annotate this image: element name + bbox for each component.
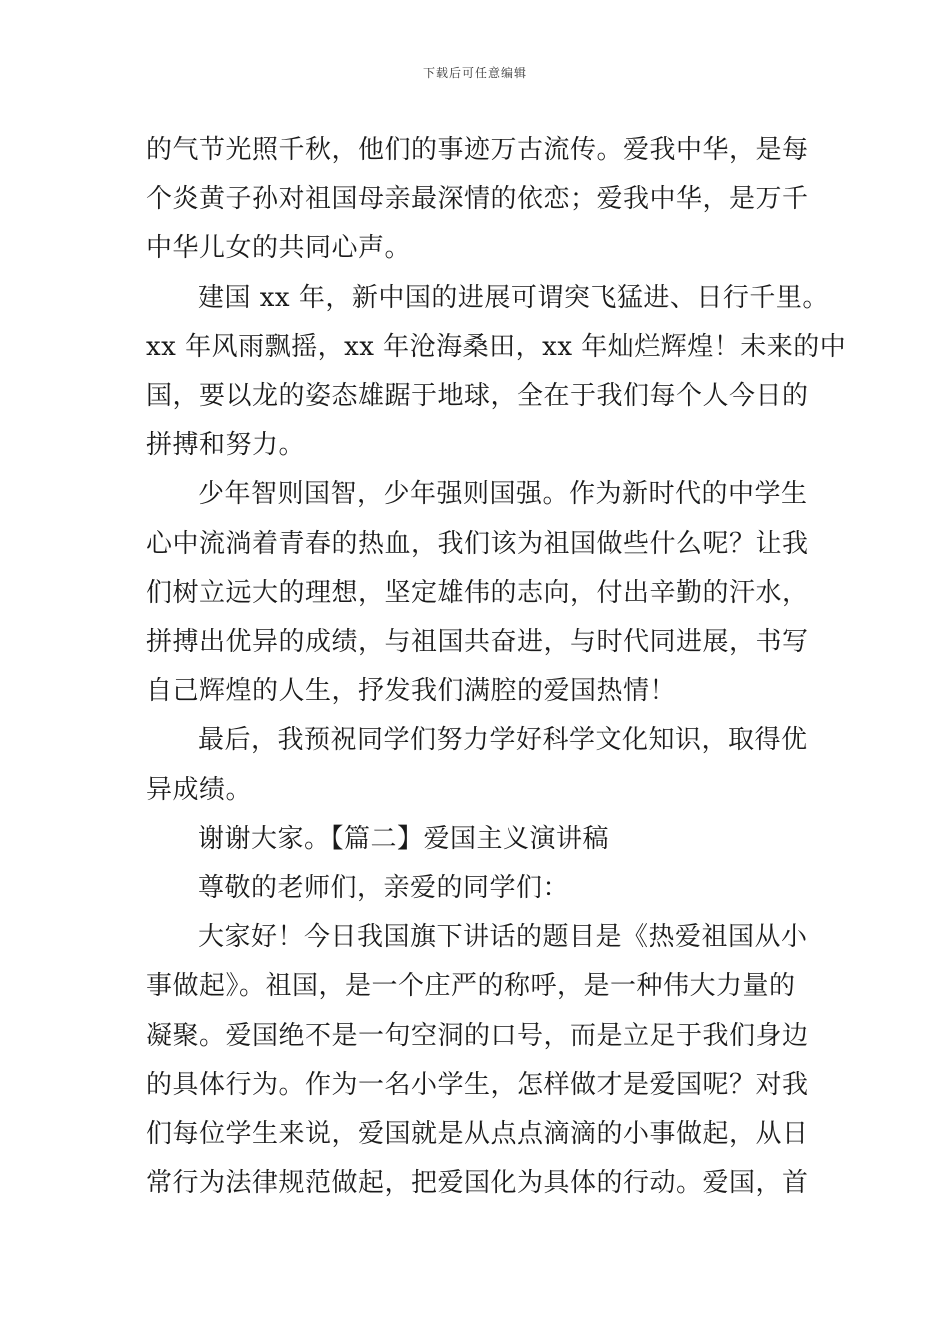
text-line: 拼搏出优异的成绩，与祖国共奋进，与时代同进展，书写 [146, 627, 809, 658]
text-line: 国，要以龙的姿态雄踞于地球，全在于我们每个人今日的 [146, 381, 809, 412]
paragraph [146, 716, 814, 814]
text-line: xx 年风雨飘摇，xx 年沧海桑田，xx 年灿烂辉煌！未来的中 [146, 331, 847, 362]
page-header: 下载后可任意编辑 [422, 66, 527, 80]
text-line: 谢谢大家。【篇二】爱国主义演讲稿 [198, 823, 610, 854]
paragraph [146, 864, 814, 913]
text-line: 事做起》。祖国，是一个庄严的称呼，是一种伟大力量的 [146, 971, 796, 1002]
text-line: 中华儿女的共同心声。 [146, 233, 412, 264]
text-line: 尊敬的老师们，亲爱的同学们： [198, 873, 570, 904]
text-line: 们树立远大的理想，坚定雄伟的志向，付出辛勤的汗水， [146, 577, 809, 608]
text-line: 个炎黄子孙对祖国母亲最深情的依恋；爱我中华，是万千 [146, 184, 809, 215]
text-line: 大家好！今日我国旗下讲话的题目是《热爱祖国从小 [198, 922, 808, 953]
text-line: 最后，我预祝同学们努力学好科学文化知识，取得优 [198, 725, 808, 756]
paragraph [146, 274, 847, 471]
paragraph [146, 913, 814, 1208]
paragraph [146, 126, 814, 274]
text-line: 拼搏和努力。 [146, 430, 306, 461]
text-line: 们每位学生来说，爱国就是从点点滴滴的小事做起，从日 [146, 1119, 809, 1150]
paragraph [146, 815, 814, 864]
text-line: 的具体行为。作为一名小学生，怎样做才是爱国呢？对我 [146, 1069, 809, 1100]
text-line: 常行为法律规范做起，把爱国化为具体的行动。爱国，首 [146, 1168, 809, 1199]
paragraph [146, 470, 814, 716]
text-line: 的气节光照千秋，他们的事迹万古流传。爱我中华，是每 [146, 135, 809, 165]
text-line: 少年智则国智，少年强则国强。作为新时代的中学生 [198, 479, 808, 510]
text-line: 异成绩。 [146, 774, 253, 805]
text-line: 心中流淌着青春的热血，我们该为祖国做些什么呢？让我 [146, 528, 809, 559]
text-line: 建国 xx 年，新中国的进展可谓突飞猛进、日行千里。 [198, 282, 829, 313]
document-body [146, 126, 847, 1208]
text-line: 自己辉煌的人生，抒发我们满腔的爱国热情！ [146, 676, 677, 707]
text-line: 凝聚。爱国绝不是一句空洞的口号，而是立足于我们身边 [146, 1020, 809, 1051]
